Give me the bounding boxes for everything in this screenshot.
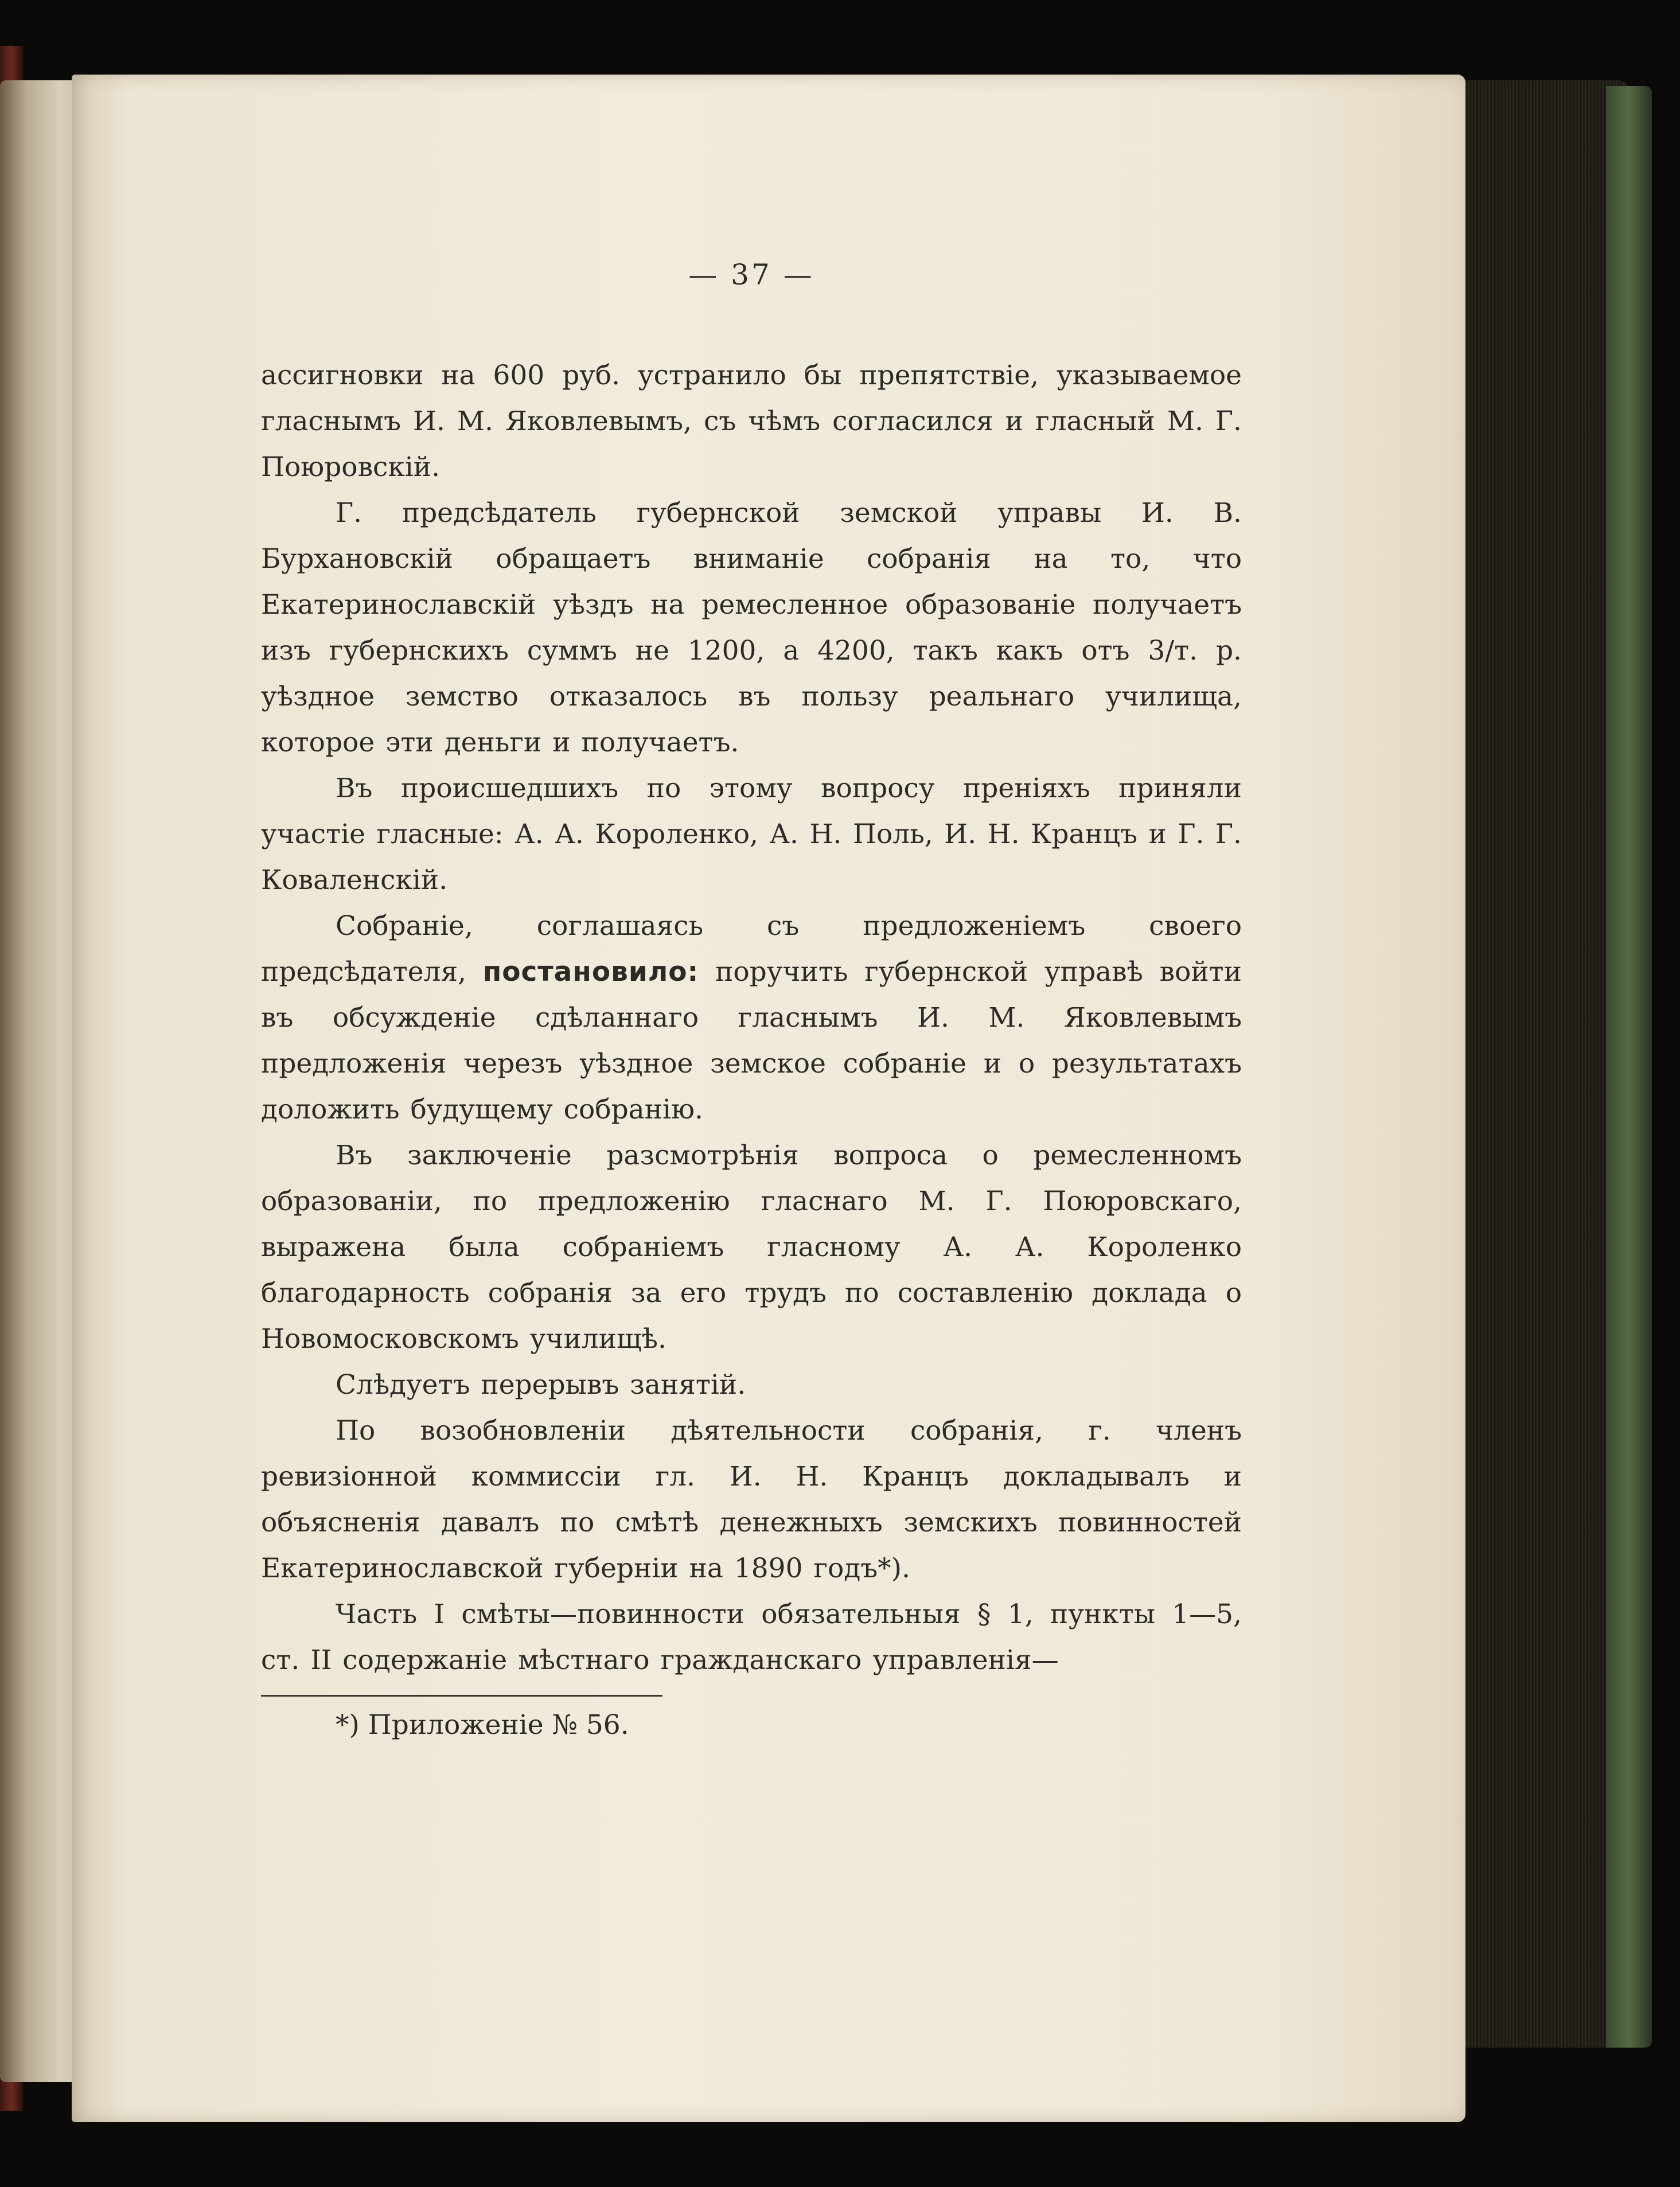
text-block <box>261 258 1242 1748</box>
book-cover-edge <box>1606 86 1652 2048</box>
paragraph-5: Въ заключеніе разсмотрѣнія вопроса о ремесленномъ образованіи, по предложенію гласнаго М. Г. Поюровскаго, выражена была собраніемъ гласному А. А. Короленко благодарность собранія за его трудъ по составленію доклада о Новомосковскомъ училищѣ. <box>261 1140 1242 1355</box>
footnote: *) Приложеніе № 56. <box>336 1709 629 1741</box>
paragraph-4-before: Собраніе, соглашаясь съ предложеніемъ своего предсѣдателя, <box>261 910 1242 988</box>
resolution-word: постановило: <box>482 956 699 988</box>
paragraph-3: Въ происшедшихъ по этому вопросу преніяхъ приняли участіе гласные: А. А. Короленко, А. Н. Поль, И. Н. Кранцъ и Г. Г. Коваленскій. <box>261 773 1242 896</box>
paragraph-7: По возобновленіи дѣятельности собранія, г. членъ ревизіонной коммиссіи гл. И. Н. Кранцъ докладывалъ и объясненія давалъ по смѣтѣ денежныхъ земскихъ повинностей Екатеринославской губерніи на 1890 годъ*). <box>261 1415 1242 1584</box>
paragraph-1: ассигновки на 600 руб. устранило бы препятствіе, указываемое гласнымъ И. М. Яковлевымъ, съ чѣмъ согласился и гласный М. Г. Поюровскій. <box>261 360 1242 483</box>
paragraph-4-after: поручить губернской управѣ войти въ обсужденіе сдѣланнаго гласнымъ И. М. Яковлевымъ предложенія черезъ уѣздное земское собраніе и о результатахъ доложить будущему собранію. <box>261 956 1242 1125</box>
footnote-rule <box>261 1695 662 1697</box>
book-page-edges <box>1457 80 1629 2048</box>
page-number: — 37 — <box>688 258 814 291</box>
paragraph-8: Часть I смѣты—повинности обязательныя § 1, пункты 1—5, ст. II содержаніе мѣстнаго гражданскаго управленія— <box>261 1599 1242 1676</box>
paragraph-4 <box>261 903 1242 1133</box>
paragraph-6: Слѣдуетъ перерывъ занятій. <box>336 1369 746 1401</box>
book-page <box>72 75 1465 2122</box>
paragraph-2: Г. предсѣдатель губернской земской управы И. В. Бурхановскій обращаетъ вниманіе собранія на то, что Екатеринославскій уѣздъ на ремесленное образованіе получаетъ изъ губернскихъ суммъ не 1200, а 4200, такъ какъ отъ 3/т. р. уѣздное земство отказалось въ пользу реальнаго училища, которое эти деньги и получаетъ. <box>261 497 1242 758</box>
